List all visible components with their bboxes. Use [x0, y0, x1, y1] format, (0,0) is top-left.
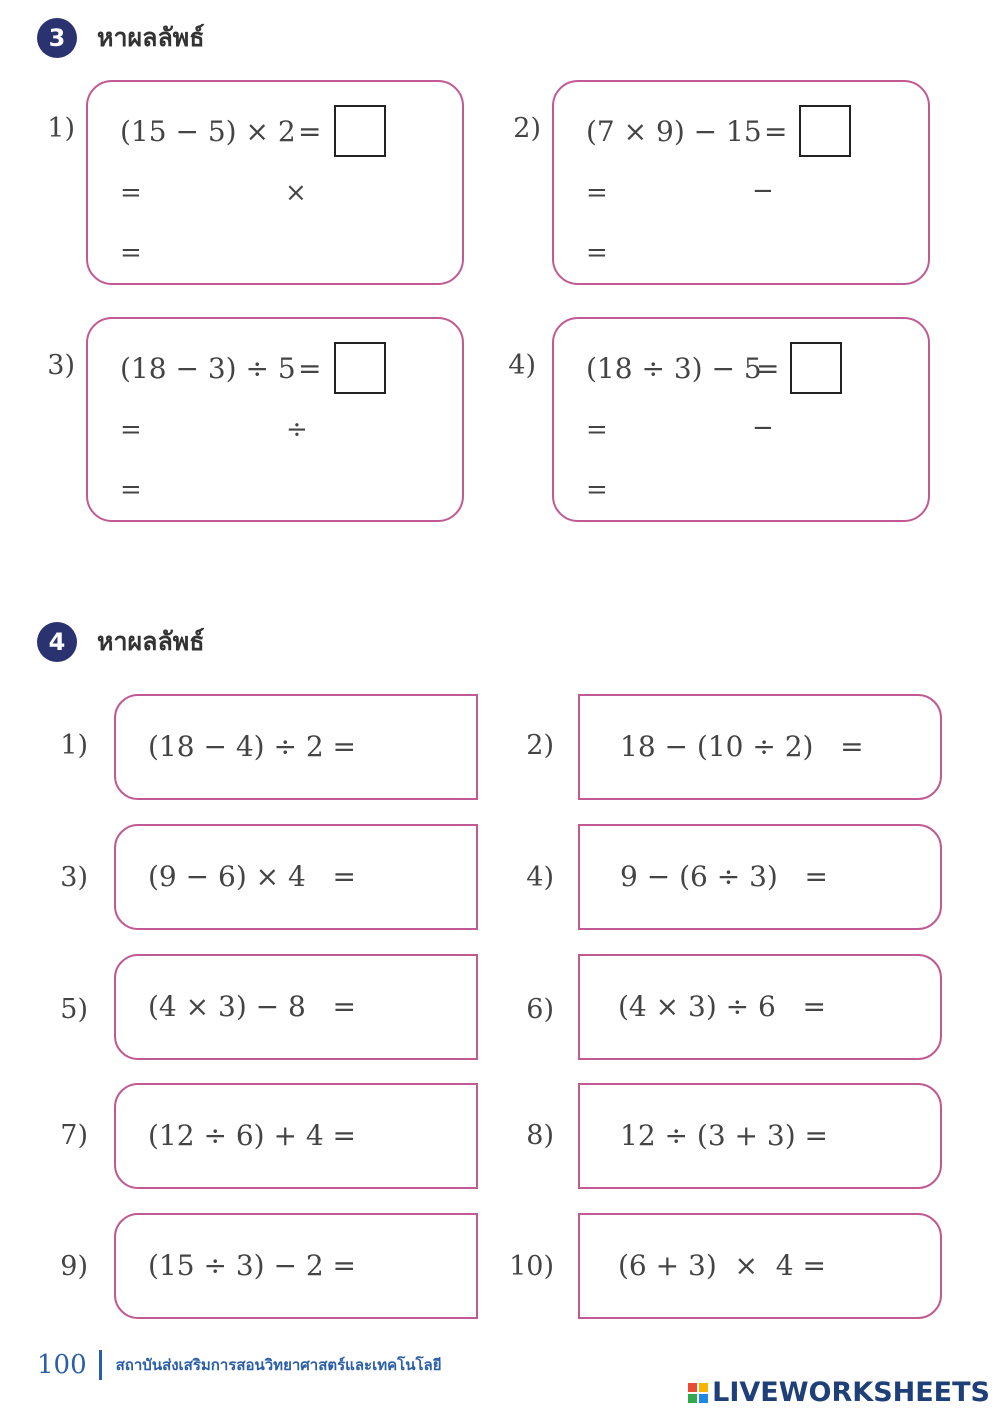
- logo-square-4: [699, 1394, 708, 1403]
- s4-problem-2-number: 2): [526, 730, 554, 761]
- s3-problem-4-answer-box[interactable]: [790, 342, 842, 394]
- s3-problem-4-card: [552, 317, 930, 522]
- s4-problem-3-number: 3): [60, 862, 88, 893]
- liveworksheets-logo-icon: [688, 1383, 708, 1403]
- s4-problem-3-expression: (9 − 6) × 4 =: [148, 860, 356, 893]
- s4-problem-1-card[interactable]: [114, 694, 478, 800]
- section-4-title: หาผลลัพธ์: [97, 627, 205, 656]
- s3-problem-4-step2-equals: =: [586, 475, 608, 505]
- s4-problem-5-number: 5): [60, 994, 88, 1025]
- s4-problem-5-expression: (4 × 3) − 8 =: [148, 990, 356, 1023]
- s4-problem-4-expression: 9 − (6 ÷ 3) =: [620, 860, 828, 893]
- s3-problem-4-step1-operator: −: [752, 413, 774, 443]
- s3-problem-2-step1-equals: =: [586, 178, 608, 208]
- publisher-name: สถาบันส่งเสริมการสอนวิทยาศาสตร์และเทคโนโลยี: [115, 1356, 442, 1374]
- s4-problem-6-expression: (4 × 3) ÷ 6 =: [618, 990, 826, 1023]
- brand-name: LIVEWORKSHEETS: [712, 1377, 990, 1408]
- s3-problem-1-card: [86, 80, 464, 285]
- s4-problem-7-expression: (12 ÷ 6) + 4 =: [148, 1119, 356, 1152]
- s4-problem-9-expression: (15 ÷ 3) − 2 =: [148, 1249, 356, 1282]
- s4-problem-2-card[interactable]: [578, 694, 942, 800]
- s3-problem-3-step1-equals: =: [120, 415, 142, 445]
- footer-divider: [99, 1350, 102, 1380]
- logo-square-1: [688, 1383, 697, 1392]
- s4-problem-10-expression: (6 + 3) × 4 =: [618, 1249, 826, 1282]
- s4-problem-10-number: 10): [509, 1251, 554, 1282]
- s4-problem-8-expression: 12 ÷ (3 + 3) =: [620, 1119, 828, 1152]
- section-4-badge: 4: [37, 622, 77, 662]
- s3-problem-2-step2-equals: =: [586, 238, 608, 268]
- section-3-badge: 3: [37, 18, 77, 58]
- s4-problem-7-number: 7): [60, 1120, 88, 1151]
- section-3-title: หาผลลัพธ์: [97, 23, 205, 52]
- s3-problem-3-number: 3): [47, 350, 75, 381]
- logo-square-2: [699, 1383, 708, 1392]
- s3-problem-3-expression: (18 − 3) ÷ 5: [120, 352, 296, 385]
- s3-problem-4-step1-equals: =: [586, 415, 608, 445]
- s4-problem-3-card[interactable]: [114, 824, 478, 930]
- s4-problem-1-number: 1): [60, 730, 88, 761]
- s4-problem-2-expression: 18 − (10 ÷ 2) =: [620, 730, 864, 763]
- s3-problem-3-answer-box[interactable]: [334, 342, 386, 394]
- s4-problem-6-card[interactable]: [578, 954, 942, 1060]
- s3-problem-2-card: [552, 80, 930, 285]
- s3-problem-2-answer-box[interactable]: [799, 105, 851, 157]
- s4-problem-9-number: 9): [60, 1251, 88, 1282]
- s3-problem-1-number: 1): [47, 113, 75, 144]
- s3-problem-1-expression: (15 − 5) × 2: [120, 115, 296, 148]
- s4-problem-4-number: 4): [526, 862, 554, 893]
- page-number: 100: [37, 1350, 87, 1380]
- liveworksheets-brand[interactable]: [688, 1377, 990, 1408]
- page-footer: [37, 1347, 442, 1383]
- s3-problem-3-card: [86, 317, 464, 522]
- section-3-header: [37, 18, 205, 58]
- section-4-header: [37, 622, 205, 662]
- s3-problem-4-equals: =: [756, 352, 780, 385]
- s4-problem-6-number: 6): [526, 994, 554, 1025]
- s3-problem-1-equals: =: [298, 115, 322, 148]
- s3-problem-1-answer-box[interactable]: [334, 105, 386, 157]
- s3-problem-3-step1-operator: ÷: [286, 415, 308, 445]
- s3-problem-1-step1-operator: ×: [285, 178, 307, 208]
- s3-problem-1-step2-equals: =: [120, 238, 142, 268]
- s4-problem-8-card[interactable]: [578, 1083, 942, 1189]
- s3-problem-1-step1-equals: =: [120, 178, 142, 208]
- s4-problem-7-card[interactable]: [114, 1083, 478, 1189]
- s4-problem-5-card[interactable]: [114, 954, 478, 1060]
- s3-problem-2-expression: (7 × 9) − 15: [586, 115, 762, 148]
- s3-problem-3-equals: =: [298, 352, 322, 385]
- s3-problem-4-number: 4): [508, 350, 536, 381]
- s3-problem-3-step2-equals: =: [120, 475, 142, 505]
- s4-problem-1-expression: (18 − 4) ÷ 2 =: [148, 730, 356, 763]
- s3-problem-2-step1-operator: −: [752, 176, 774, 206]
- s3-problem-2-number: 2): [513, 113, 541, 144]
- s4-problem-4-card[interactable]: [578, 824, 942, 930]
- s4-problem-9-card[interactable]: [114, 1213, 478, 1319]
- s4-problem-10-card[interactable]: [578, 1213, 942, 1319]
- s3-problem-4-expression: (18 ÷ 3) − 5: [586, 352, 762, 385]
- s4-problem-8-number: 8): [526, 1120, 554, 1151]
- s3-problem-2-equals: =: [764, 115, 788, 148]
- logo-square-3: [688, 1394, 697, 1403]
